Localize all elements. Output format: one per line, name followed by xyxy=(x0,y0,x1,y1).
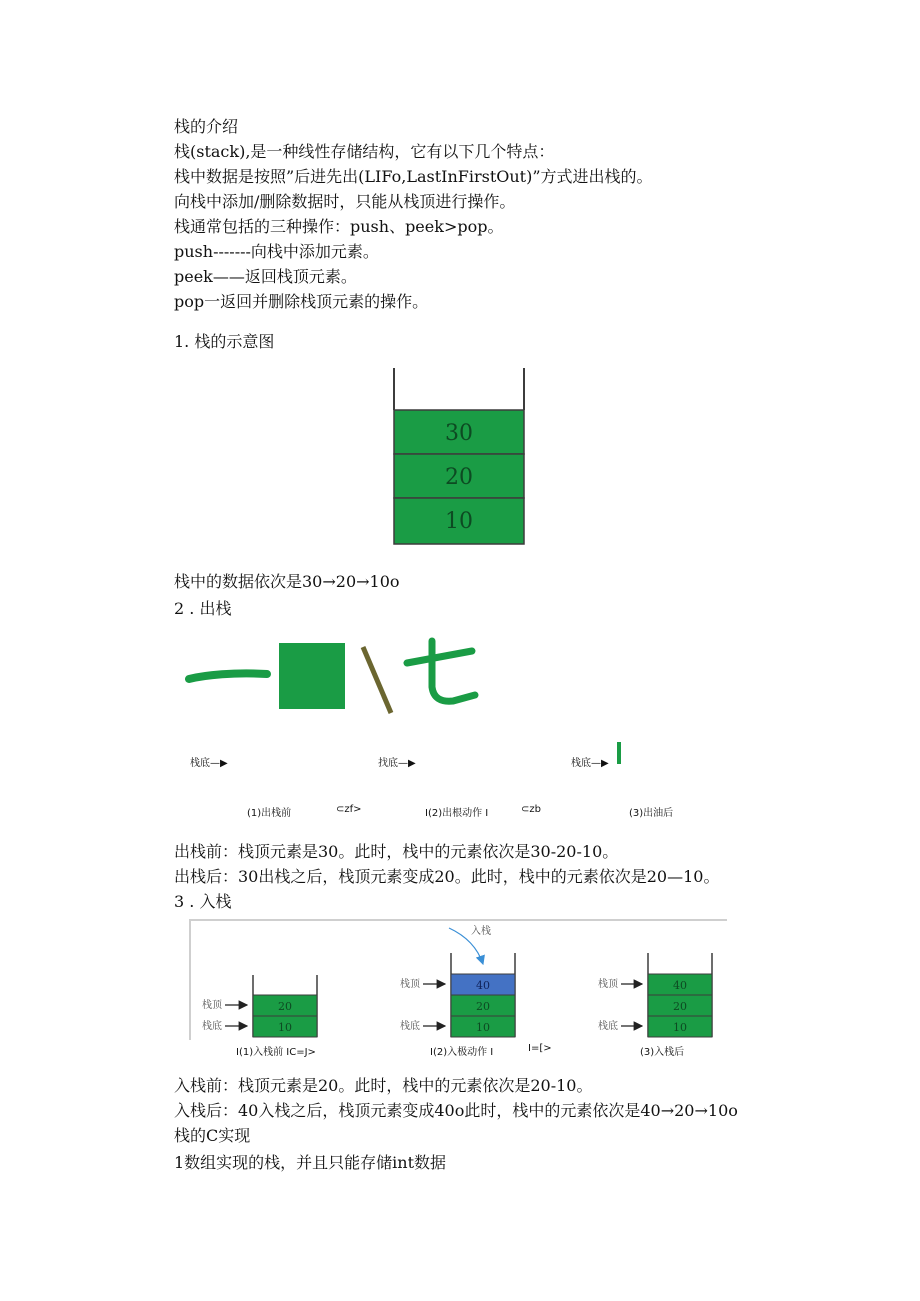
pop-bottom-label-3: 栈底—▶ xyxy=(571,758,609,769)
push-panel-during xyxy=(400,924,515,1037)
pop-diagram-fragment xyxy=(185,635,485,720)
push-during-bottom-label: 栈底 xyxy=(400,1021,420,1032)
push-arrow-label: I=[> xyxy=(528,1043,552,1054)
green-block xyxy=(279,643,345,709)
push-after-top-label: 栈顶 xyxy=(598,979,618,990)
stack-value-10: 10 xyxy=(445,509,473,534)
intro-line-1: 栈(stack),是一种线性存储结构，它有以下几个特点： xyxy=(174,142,555,161)
push-after-bottom-label: 栈底 xyxy=(598,1021,618,1032)
pop-step-2-label: I(2)出根动作 I xyxy=(425,808,489,819)
push-during-top-label: 栈顶 xyxy=(400,979,420,990)
push-action-label: 入栈 xyxy=(471,926,491,937)
push-step-3-label: (3)入栈后 xyxy=(640,1047,685,1058)
push-before-bottom-label: 栈底 xyxy=(202,1021,222,1032)
intro-line-7: pop一返回并删除栈顶元素的操作。 xyxy=(174,292,429,311)
impl-subtitle: 1数组实现的栈，并且只能存储int数据 xyxy=(174,1153,447,1172)
intro-line-2: 栈中数据是按照”后进先出(LIFo,LastInFirstOut)”方式进出栈的。 xyxy=(174,167,653,186)
section2-heading: 2 . 出栈 xyxy=(174,599,232,618)
push-desc-after: 入栈后：40入栈之后，栈顶元素变成40o此时，栈中的元素依次是40→20→10o xyxy=(174,1101,738,1120)
section1-caption: 栈中的数据依次是30→20→10o xyxy=(174,572,400,591)
pop-step-1-label: (1)出栈前 xyxy=(247,808,292,819)
pop-desc-before: 出栈前：栈顶元素是30。此时，栈中的元素依次是30-20-10。 xyxy=(174,842,619,861)
intro-line-5: push-------向栈中添加元素。 xyxy=(174,242,379,261)
pop-step-3-label: (3)出油后 xyxy=(629,808,674,819)
pop-desc-after: 出栈后：30出栈之后，栈顶元素变成20。此时，栈中的元素依次是20—10。 xyxy=(174,867,720,886)
intro-line-6: peek——返回栈顶元素。 xyxy=(174,267,357,286)
section3-heading: 3 . 入栈 xyxy=(174,892,232,911)
stack-cell-10 xyxy=(394,498,524,544)
push-before-value-10: 10 xyxy=(278,1021,292,1034)
push-after-value-10: 10 xyxy=(673,1021,687,1034)
section1-heading: 1. 栈的示意图 xyxy=(174,332,275,351)
push-before-value-20: 20 xyxy=(278,1000,292,1013)
intro-title: 栈的介绍 xyxy=(174,117,239,136)
push-diagram xyxy=(189,918,727,1042)
stack-diagram xyxy=(388,366,530,548)
push-step-1-label: I(1)入栈前 IC=J> xyxy=(236,1047,316,1058)
push-after-value-40: 40 xyxy=(673,979,687,992)
slash-stroke xyxy=(363,647,391,713)
stack-value-30: 30 xyxy=(445,421,473,446)
push-during-value-10: 10 xyxy=(476,1021,490,1034)
stack-value-20: 20 xyxy=(445,465,473,490)
push-desc-before: 入栈前：栈顶元素是20。此时，栈中的元素依次是20-10。 xyxy=(174,1076,593,1095)
pop-arrow-2-label: ⊂zb xyxy=(521,804,541,815)
push-panel-after xyxy=(598,953,712,1037)
push-before-top-label: 栈顶 xyxy=(202,1000,222,1011)
impl-title: 栈的C实现 xyxy=(174,1126,251,1145)
push-panel-before xyxy=(202,975,317,1037)
stack-cell-20 xyxy=(394,454,524,498)
push-during-value-20: 20 xyxy=(476,1000,490,1013)
pop-bottom-label-1: 栈底—▶ xyxy=(190,758,228,769)
green-bar-mark xyxy=(617,742,621,764)
pop-arrow-1-label: ⊂zf> xyxy=(336,804,362,815)
intro-line-4: 栈通常包括的三种操作：push、peek>pop。 xyxy=(174,217,504,236)
green-stroke-left xyxy=(189,673,267,679)
push-step-2-label: I(2)入极动作 I xyxy=(430,1047,494,1058)
green-stroke-right-top xyxy=(407,651,472,663)
stack-cell-30 xyxy=(394,410,524,454)
push-after-value-20: 20 xyxy=(673,1000,687,1013)
intro-line-3: 向栈中添加/删除数据时，只能从栈顶进行操作。 xyxy=(174,192,516,211)
pop-bottom-label-2: 找底—▶ xyxy=(378,758,416,769)
push-during-value-40: 40 xyxy=(476,979,490,992)
